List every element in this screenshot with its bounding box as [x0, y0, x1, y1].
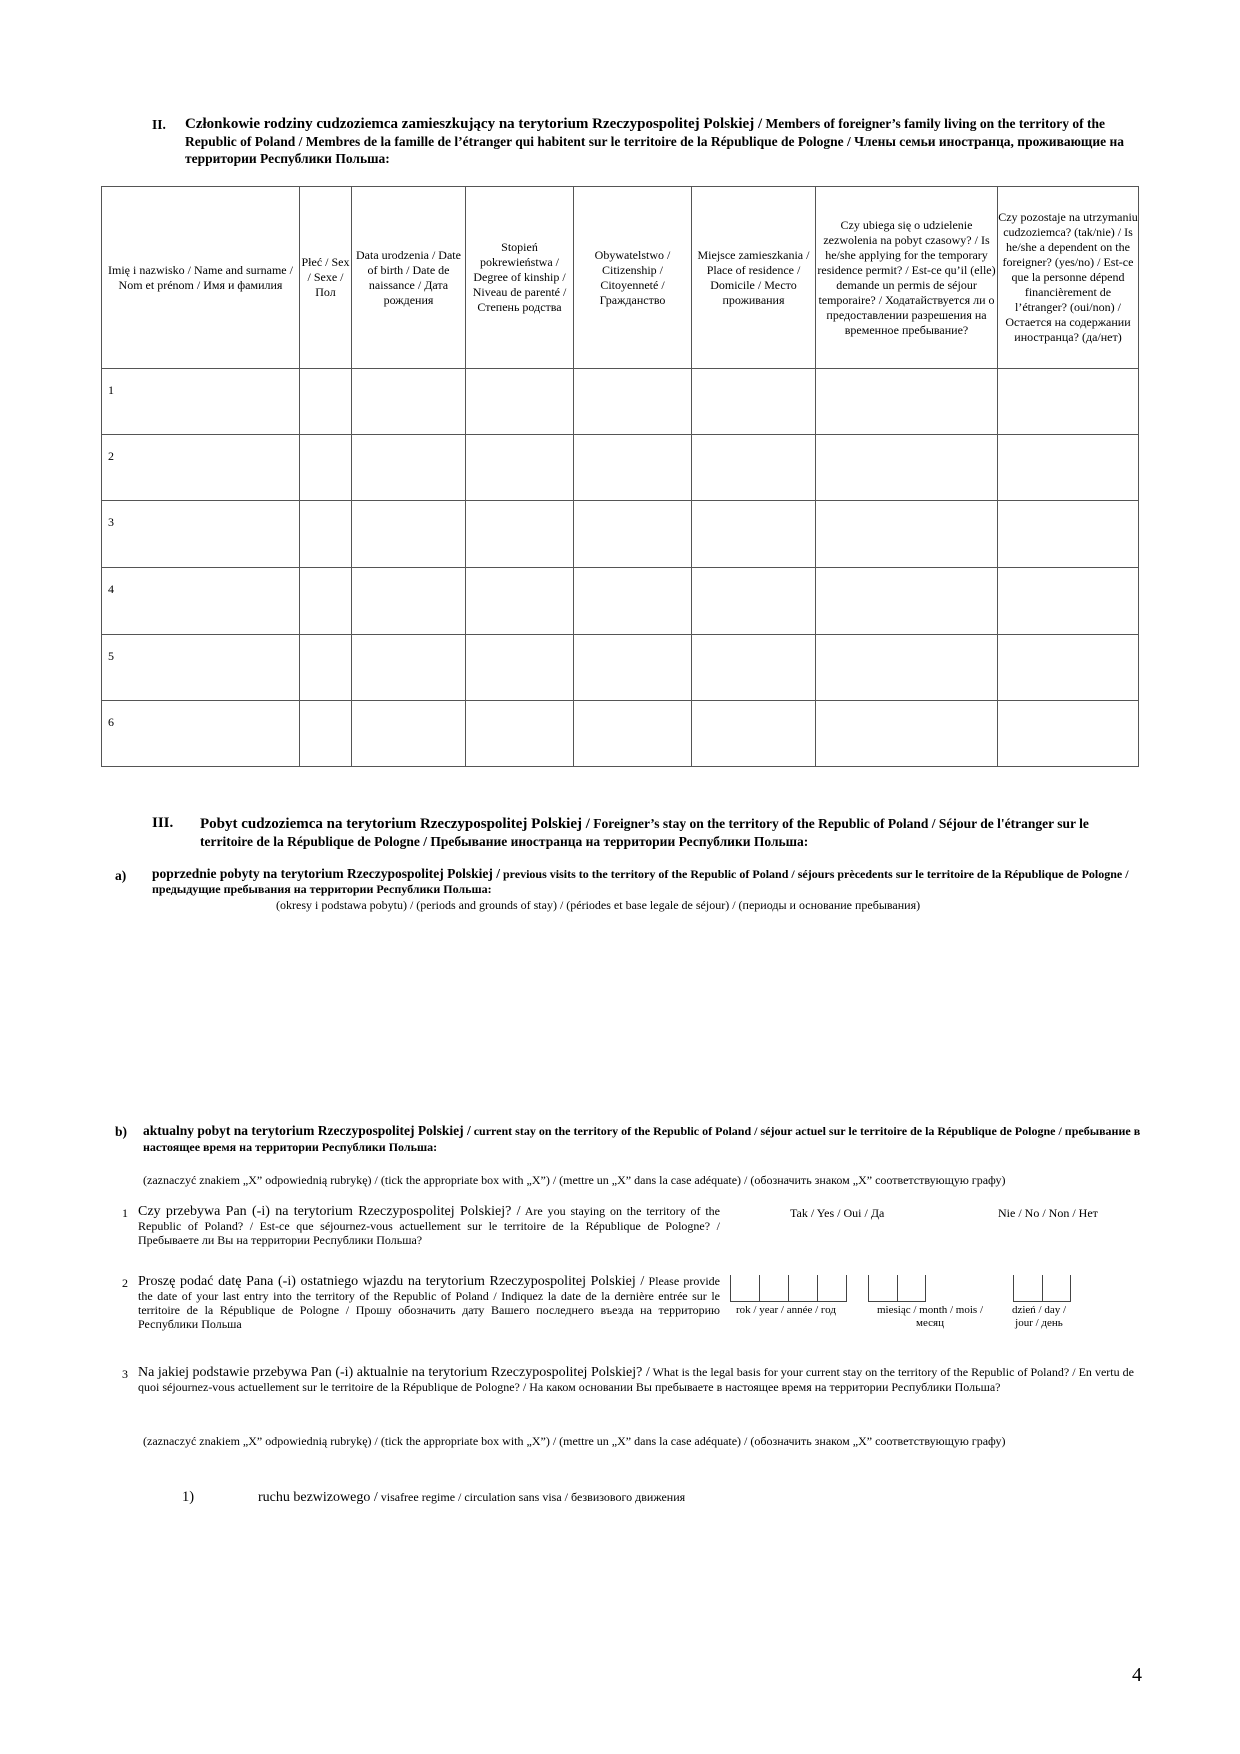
- part-a-note: (okresy i podstawa pobytu) / (periods and grounds of stay) / (périodes et base legale de séjour) / (периоды и основание пребывания): [276, 898, 921, 912]
- cell-sex[interactable]: [300, 568, 352, 635]
- date-day-label: dzień / day / jour / день: [1011, 1304, 1067, 1329]
- header-date-of-birth: Data urodzenia / Date of birth / Date de naissance / Дата рождения: [352, 187, 466, 369]
- header-name: Imię i nazwisko / Name and surname / Nom et prénom / Имя и фамилия: [102, 187, 300, 369]
- section-3-title: [200, 815, 1144, 850]
- page-number: 4: [1132, 1664, 1142, 1686]
- date-month-boxes[interactable]: [868, 1275, 926, 1302]
- q3-option-1-pl: ruchu bezwizowego /: [258, 1490, 378, 1505]
- cell-applying[interactable]: [816, 369, 998, 435]
- cell-dependent[interactable]: [998, 501, 1139, 568]
- cell-kinship[interactable]: [466, 701, 574, 767]
- row-number: 3: [102, 501, 300, 568]
- part-a-title-rest: previous visits to the territory of the Republic of Poland / séjours prècedents sur le territoire de la République de Pologne / предыдущие пребывания на территории Республики Польша:: [152, 867, 1129, 896]
- q1-no-option[interactable]: Nie / No / Non / Нет: [998, 1206, 1098, 1220]
- cell-kinship[interactable]: [466, 501, 574, 568]
- cell-residence[interactable]: [692, 435, 816, 501]
- section-2-title-pl: Członkowie rodziny cudzoziemca zamieszkujący na terytorium Rzeczypospolitej Polskiej /: [185, 116, 763, 132]
- header-kinship: Stopień pokrewieństwa / Degree of kinship / Niveau de parenté / Степень родства: [466, 187, 574, 369]
- part-b-letter: b): [115, 1124, 128, 1139]
- q2-number: 2: [122, 1276, 128, 1290]
- section-3-number: III.: [152, 815, 174, 831]
- cell-kinship[interactable]: [466, 568, 574, 635]
- table-row: [102, 635, 1139, 701]
- date-day-boxes[interactable]: [1013, 1275, 1071, 1302]
- q3-tick-note: (zaznaczyć znakiem „X” odpowiednią rubrykę) / (tick the appropriate box with „X”) / (mettre un „X” dans la case adéquate) / (обозначить знаком „X” соответствующую графу): [143, 1434, 1006, 1448]
- cell-sex[interactable]: [300, 501, 352, 568]
- cell-kinship[interactable]: [466, 635, 574, 701]
- section-3-title-pl: Pobyt cudzoziemca na terytorium Rzeczypospolitej Polskiej /: [200, 816, 590, 832]
- section-3-title-rest: Foreigner’s stay on the territory of the Republic of Poland / Séjour de l'étranger sur le territoire de la République de Pologne / Пребывание иностранца на территории Республики Польша:: [200, 816, 1089, 849]
- cell-sex[interactable]: [300, 635, 352, 701]
- cell-applying[interactable]: [816, 701, 998, 767]
- cell-citizenship[interactable]: [574, 435, 692, 501]
- q2-text-rest: Please provide the date of your last entry into the territory of the Republic of Poland / Indiquez la date de la dernière entrée sur le territoire de la République de Pologne / Прошу обозначить дату Вашего последнего въезда на территорию Республики Польша: [138, 1274, 721, 1331]
- row-number: 2: [102, 435, 300, 501]
- q3-text-pl: Na jakiej podstawie przebywa Pan (-i) aktualnie na terytorium Rzeczypospolitej Polskiej? /: [138, 1365, 650, 1380]
- part-a-letter: a): [115, 868, 127, 883]
- cell-sex[interactable]: [300, 369, 352, 435]
- header-sex: Płeć / Sex / Sexe / Пол: [300, 187, 352, 369]
- cell-dependent[interactable]: [998, 568, 1139, 635]
- table-row: [102, 701, 1139, 767]
- cell-kinship[interactable]: [466, 435, 574, 501]
- cell-dob[interactable]: [352, 435, 466, 501]
- cell-residence[interactable]: [692, 701, 816, 767]
- part-a-title-pl: poprzednie pobyty na terytorium Rzeczypospolitej Polskiej /: [152, 866, 500, 881]
- table-row: [102, 369, 1139, 435]
- q3-text: [138, 1365, 1134, 1394]
- date-year-boxes[interactable]: [730, 1275, 847, 1302]
- cell-residence[interactable]: [692, 568, 816, 635]
- family-members-table: [101, 186, 1139, 767]
- cell-applying[interactable]: [816, 568, 998, 635]
- cell-residence[interactable]: [692, 635, 816, 701]
- section-2-title: [185, 115, 1143, 167]
- table-row: [102, 435, 1139, 501]
- cell-dependent[interactable]: [998, 635, 1139, 701]
- row-number: 5: [102, 635, 300, 701]
- cell-dependent[interactable]: [998, 369, 1139, 435]
- q1-yes-option[interactable]: Tak / Yes / Oui / Да: [790, 1206, 885, 1220]
- date-year-label: rok / year / année / год: [736, 1304, 836, 1316]
- cell-sex[interactable]: [300, 435, 352, 501]
- part-b-title-rest: current stay on the territory of the Republic of Poland / séjour actuel sur le territoire de la République de Pologne / пребывание в настоящее время на территории Республики Польша:: [143, 1124, 1141, 1154]
- cell-sex[interactable]: [300, 701, 352, 767]
- previous-visits-field[interactable]: [152, 918, 1144, 1108]
- q1-text-pl: Czy przebywa Pan (-i) na terytorium Rzeczypospolitej Polskiej? /: [138, 1204, 521, 1219]
- cell-kinship[interactable]: [466, 369, 574, 435]
- cell-residence[interactable]: [692, 369, 816, 435]
- table-header-row: [102, 187, 1139, 369]
- part-b-tick-note: (zaznaczyć znakiem „X” odpowiednią rubrykę) / (tick the appropriate box with „X”) / (mettre un „X” dans la case adéquate) / (обозначить знаком „X” соответствующую графу): [143, 1173, 1006, 1187]
- q1-text: [138, 1204, 720, 1247]
- header-applying-permit: Czy ubiega się o udzielenie zezwolenia na pobyt czasowy? / Is he/she applying for the temporary residence permit? / Est-ce qu’il (elle) demande un permis de séjour temporaire? / Ходатайствуется ли о предоставлении разрешения на временное пребывание?: [816, 187, 998, 369]
- cell-residence[interactable]: [692, 501, 816, 568]
- header-residence: Miejsce zamieszkania / Place of residence / Domicile / Место проживания: [692, 187, 816, 369]
- cell-citizenship[interactable]: [574, 701, 692, 767]
- cell-applying[interactable]: [816, 501, 998, 568]
- part-b-title-pl: aktualny pobyt na terytorium Rzeczypospolitej Polskiej /: [143, 1123, 471, 1138]
- cell-applying[interactable]: [816, 435, 998, 501]
- cell-dob[interactable]: [352, 568, 466, 635]
- date-month-label: miesiąc / month / mois / месяц: [876, 1304, 984, 1329]
- q3-option-1-rest: visafree regime / circulation sans visa / безвизового движения: [380, 1490, 686, 1504]
- part-b-title: [143, 1123, 1144, 1155]
- q3-number: 3: [122, 1367, 128, 1381]
- q3-option-1[interactable]: [258, 1490, 685, 1506]
- header-citizenship: Obywatelstwo / Citizenship / Citoyenneté / Гражданство: [574, 187, 692, 369]
- table-row: [102, 568, 1139, 635]
- part-a-title: [152, 866, 1144, 897]
- table-row: [102, 501, 1139, 568]
- row-number: 4: [102, 568, 300, 635]
- row-number: 6: [102, 701, 300, 767]
- cell-dependent[interactable]: [998, 435, 1139, 501]
- cell-dob[interactable]: [352, 501, 466, 568]
- cell-dob[interactable]: [352, 369, 466, 435]
- q2-text-pl: Proszę podać datę Pana (-i) ostatniego wjazdu na terytorium Rzeczypospolitej Polskiej /: [138, 1274, 645, 1289]
- cell-applying[interactable]: [816, 635, 998, 701]
- header-dependent: Czy pozostaje na utrzymaniu cudzoziemca? (tak/nie) / Is he/she a dependent on the foreigner? (yes/no) / Est-ce que la personne dépend financièrement de l’étranger? (oui/non) / Остается на содержании иностранца? (да/нет): [998, 187, 1139, 369]
- q1-number: 1: [122, 1206, 128, 1220]
- cell-citizenship[interactable]: [574, 635, 692, 701]
- q2-text: [138, 1274, 720, 1331]
- q3-option-1-number: 1): [182, 1489, 195, 1505]
- q3-text-rest: What is the legal basis for your current stay on the territory of the Republic of Poland? / En vertu de quoi séjournez-vous actuellement sur le territoire de la République de Pologne? / На каком основании Вы пребываете в настоящее время на территории Республики Польша?: [138, 1365, 1134, 1394]
- cell-citizenship[interactable]: [574, 568, 692, 635]
- cell-dob[interactable]: [352, 635, 466, 701]
- cell-dob[interactable]: [352, 701, 466, 767]
- cell-citizenship[interactable]: [574, 501, 692, 568]
- q1-text-rest: Are you staying on the territory of the Republic of Poland? / Est-ce que séjournez-vous actuellement sur le territoire de la République de Pologne? / Пребываете ли Вы на территории Республики Польша?: [138, 1204, 720, 1247]
- cell-dependent[interactable]: [998, 701, 1139, 767]
- section-2-title-rest: Members of foreigner’s family living on the territory of the Republic of Poland / Membres de la famille de l’étranger qui habitent sur le territoire de la République de Pologne / Члены семьи иностранца, проживающие на территории Республики Польша:: [185, 116, 1125, 166]
- cell-citizenship[interactable]: [574, 369, 692, 435]
- section-2-number: II.: [152, 117, 166, 132]
- row-number: 1: [102, 369, 300, 435]
